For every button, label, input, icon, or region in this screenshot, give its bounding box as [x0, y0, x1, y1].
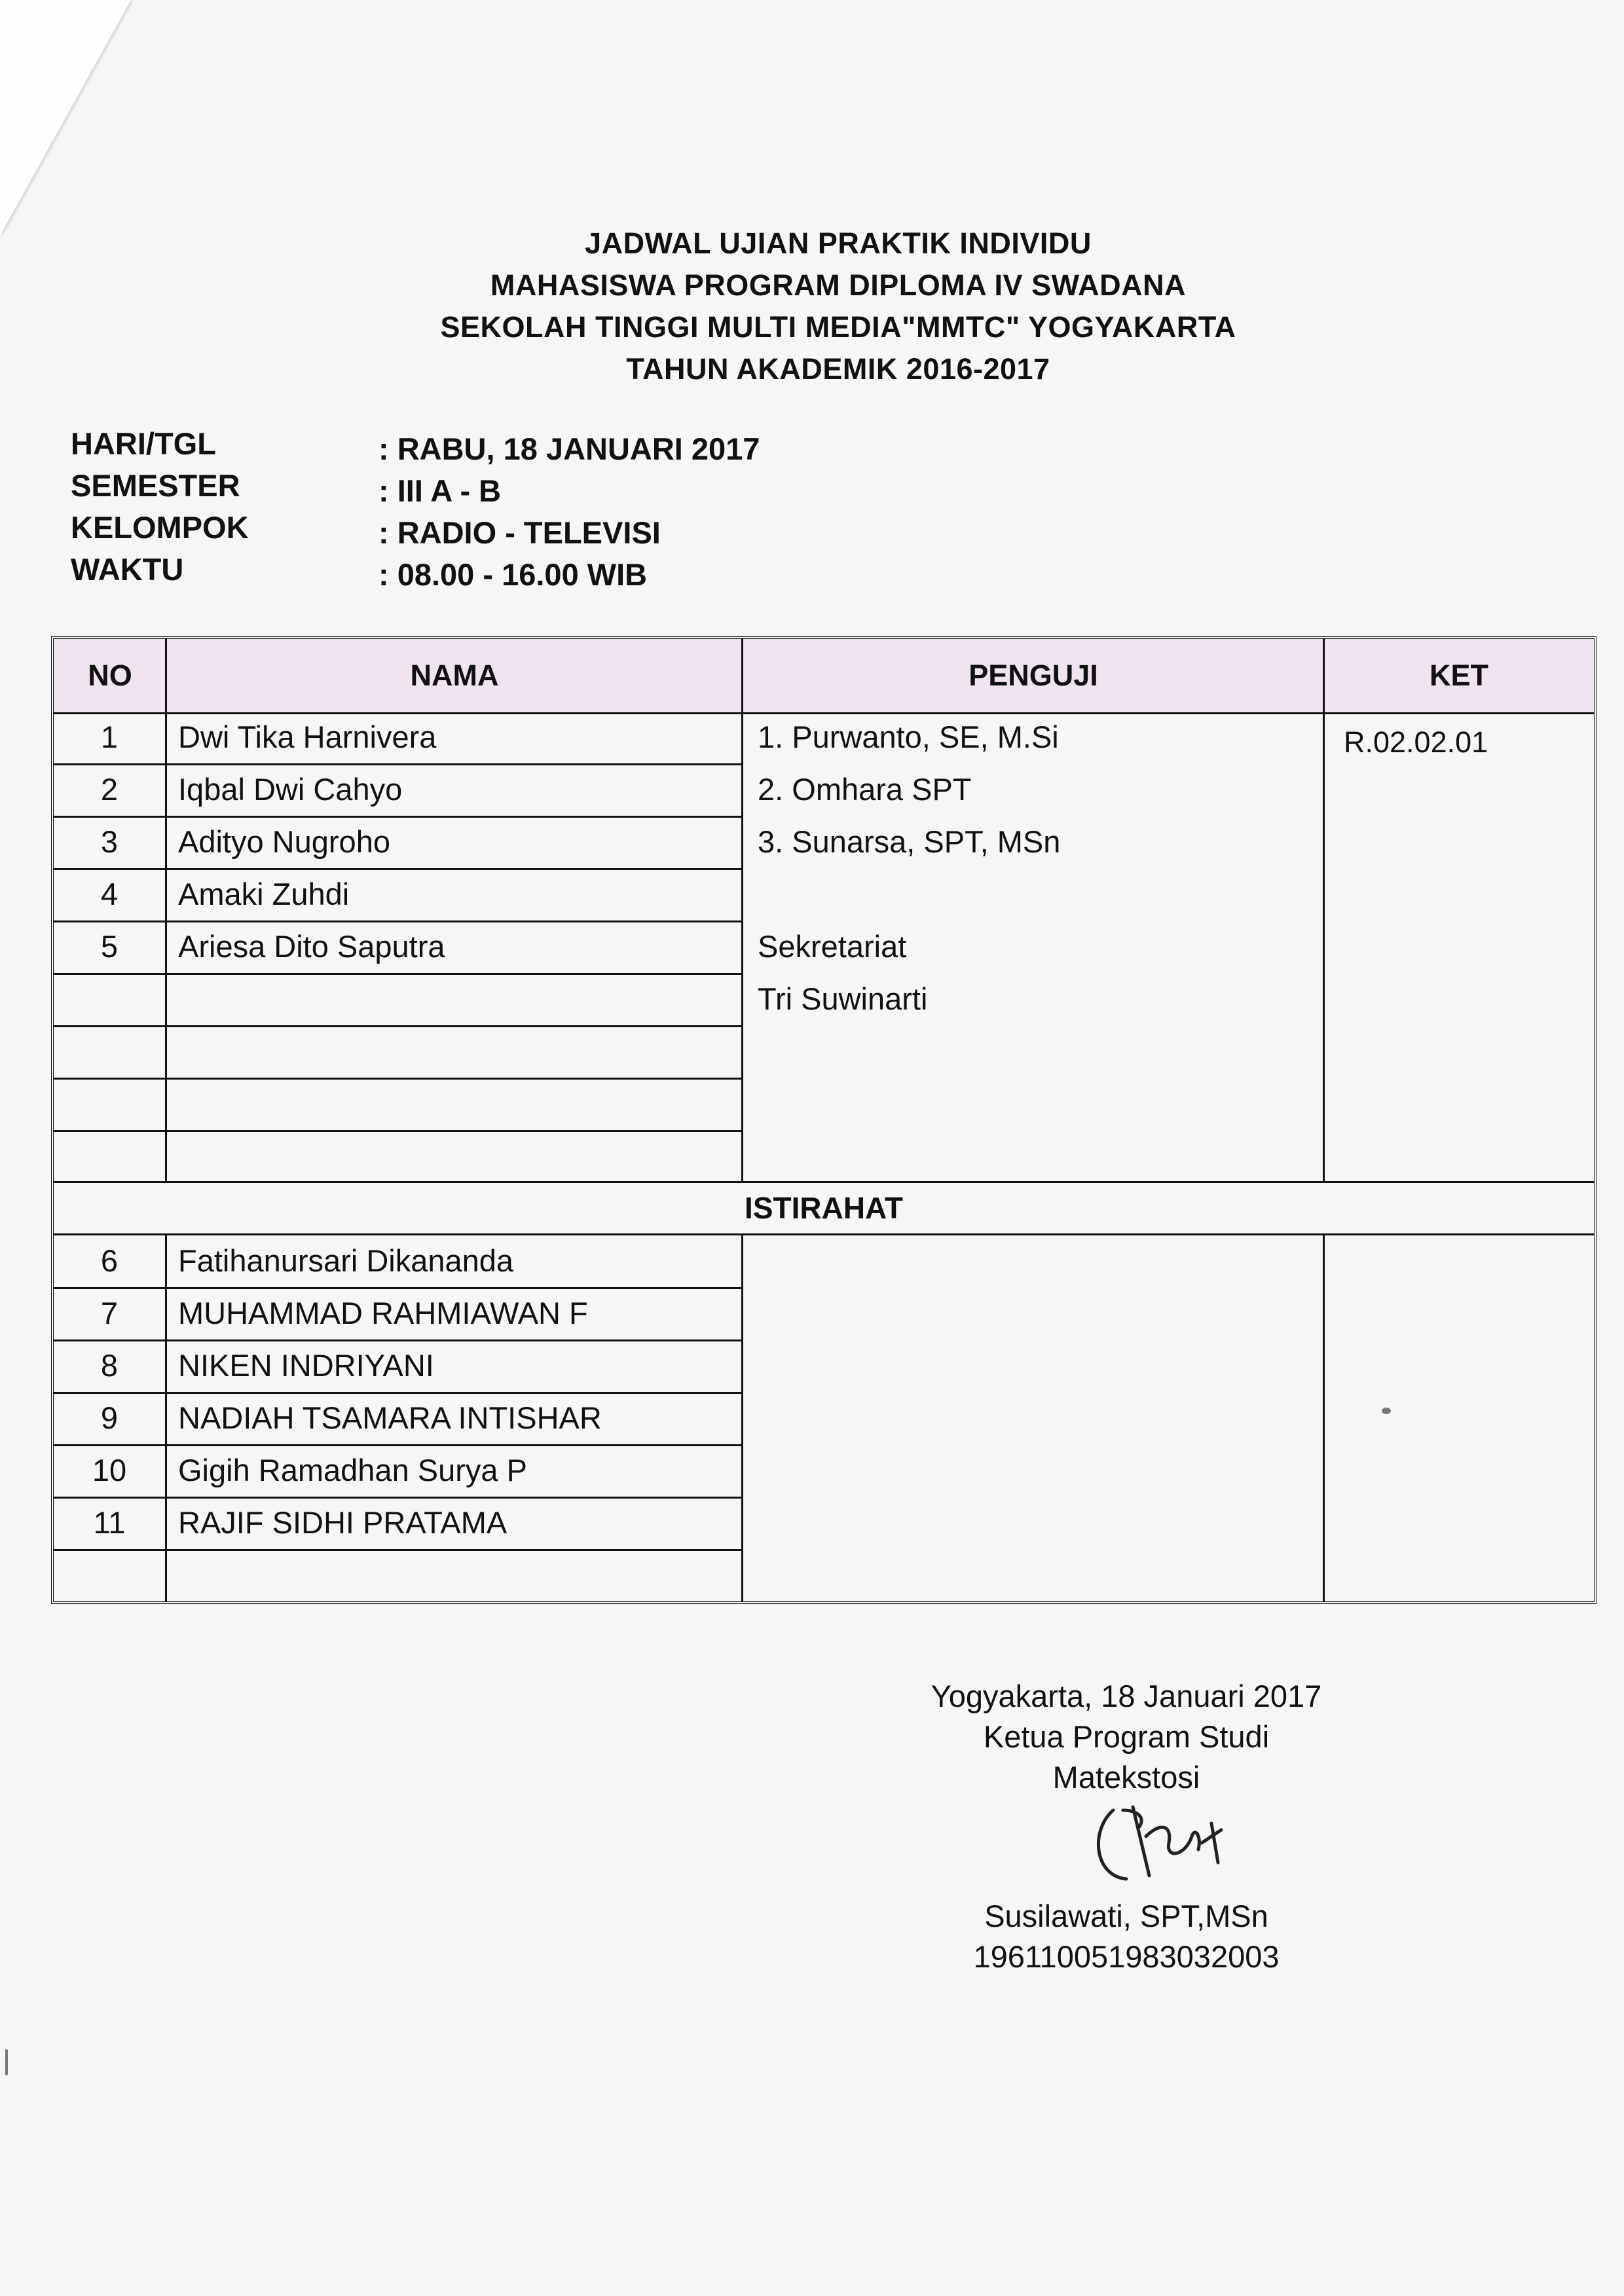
row-divider [54, 1392, 743, 1394]
row-divider [54, 868, 743, 870]
sign-position: Ketua Program Studi [983, 1719, 1270, 1754]
break-bottom-line [54, 1233, 1594, 1235]
row-divider [54, 1497, 743, 1499]
info-label: HARI/TGL [71, 426, 216, 461]
row-no: 4 [100, 877, 119, 911]
info-label: SEMESTER [71, 468, 240, 503]
row-divider [54, 1078, 743, 1080]
row-no: 11 [93, 1505, 126, 1540]
sign-department: Matekstosi [1052, 1760, 1200, 1795]
row-divider [54, 1130, 743, 1132]
row-nama: Adityo Nugroho [178, 824, 390, 859]
info-label: WAKTU [71, 552, 184, 587]
info-value: : RADIO - TELEVISI [378, 515, 661, 550]
info-value: : 08.00 - 16.00 WIB [378, 557, 648, 592]
row-no: 10 [92, 1453, 127, 1487]
row-divider [54, 1339, 743, 1341]
row-no: 5 [100, 929, 119, 964]
row-no: 2 [100, 772, 119, 807]
col-divider [741, 639, 743, 1181]
row-nama: NADIAH TSAMARA INTISHAR [178, 1400, 602, 1435]
row-divider [54, 1549, 743, 1551]
row-divider [54, 1287, 743, 1289]
row-nama: MUHAMMAD RAHMIAWAN F [178, 1296, 588, 1330]
ket-room: R.02.02.01 [1344, 725, 1488, 759]
table-header [54, 639, 1594, 714]
row-no: 8 [100, 1348, 119, 1383]
title-line-1: JADWAL UJIAN PRAKTIK INDIVIDU [585, 227, 1092, 260]
info-value: : III A - B [378, 473, 502, 508]
col-divider [165, 1235, 167, 1601]
header-no: NO [88, 659, 132, 692]
header-nama: NAMA [410, 659, 499, 692]
row-no: 1 [100, 720, 119, 754]
row-nama: Iqbal Dwi Cahyo [178, 772, 403, 807]
folded-corner [0, 0, 131, 236]
paper-speck [1382, 1408, 1391, 1414]
header-ket: KET [1430, 659, 1488, 692]
title-line-4: TAHUN AKADEMIK 2016-2017 [626, 352, 1050, 386]
penguji-line: 2. Omhara SPT [758, 772, 972, 807]
row-nama: Dwi Tika Harnivera [178, 720, 437, 754]
row-nama: NIKEN INDRIYANI [178, 1348, 434, 1383]
document-title [354, 223, 1323, 390]
row-nama: RAJIF SIDHI PRATAMA [178, 1505, 507, 1540]
col-divider [741, 1235, 743, 1601]
row-divider [54, 920, 743, 922]
row-nama: Fatihanursari Dikananda [178, 1243, 514, 1278]
handwritten-signature-icon [1087, 1797, 1244, 1895]
paper-speck [5, 2049, 8, 2075]
penguji-list [758, 711, 1060, 1025]
row-no: 3 [100, 824, 119, 859]
sign-place-date: Yogyakarta, 18 Januari 2017 [931, 1679, 1322, 1713]
row-nama: Gigih Ramadhan Surya P [178, 1453, 527, 1487]
row-divider [54, 1025, 743, 1027]
row-no: 6 [100, 1243, 119, 1278]
row-nama: Ariesa Dito Saputra [178, 929, 445, 964]
break-top-line [54, 1181, 1594, 1183]
header-penguji: PENGUJI [969, 659, 1098, 692]
title-line-3: SEKOLAH TINGGI MULTI MEDIA"MMTC" YOGYAKARTA [440, 310, 1236, 344]
info-label: KELOMPOK [71, 510, 249, 545]
break-label: ISTIRAHAT [745, 1191, 903, 1225]
penguji-line: Sekretariat [758, 929, 907, 964]
row-divider [54, 763, 743, 765]
row-divider [54, 1444, 743, 1446]
info-value: : RABU, 18 JANUARI 2017 [378, 431, 760, 466]
sign-nip: 196110051983032003 [973, 1939, 1280, 1974]
col-divider [165, 639, 167, 1181]
penguji-line: 1. Purwanto, SE, M.Si [758, 720, 1059, 754]
row-no: 9 [100, 1400, 119, 1435]
col-divider [1323, 639, 1325, 1181]
schedule-table [51, 636, 1596, 1604]
row-no: 7 [100, 1296, 119, 1330]
penguji-line: 3. Sunarsa, SPT, MSn [758, 824, 1061, 859]
sign-name: Susilawati, SPT,MSn [984, 1899, 1268, 1933]
title-line-2: MAHASISWA PROGRAM DIPLOMA IV SWADANA [490, 268, 1187, 302]
penguji-spacer [758, 868, 1060, 920]
row-nama: Amaki Zuhdi [178, 877, 350, 911]
col-divider [1323, 1235, 1325, 1601]
row-divider [54, 973, 743, 975]
penguji-line: Tri Suwinarti [758, 981, 928, 1016]
row-divider [54, 816, 743, 818]
